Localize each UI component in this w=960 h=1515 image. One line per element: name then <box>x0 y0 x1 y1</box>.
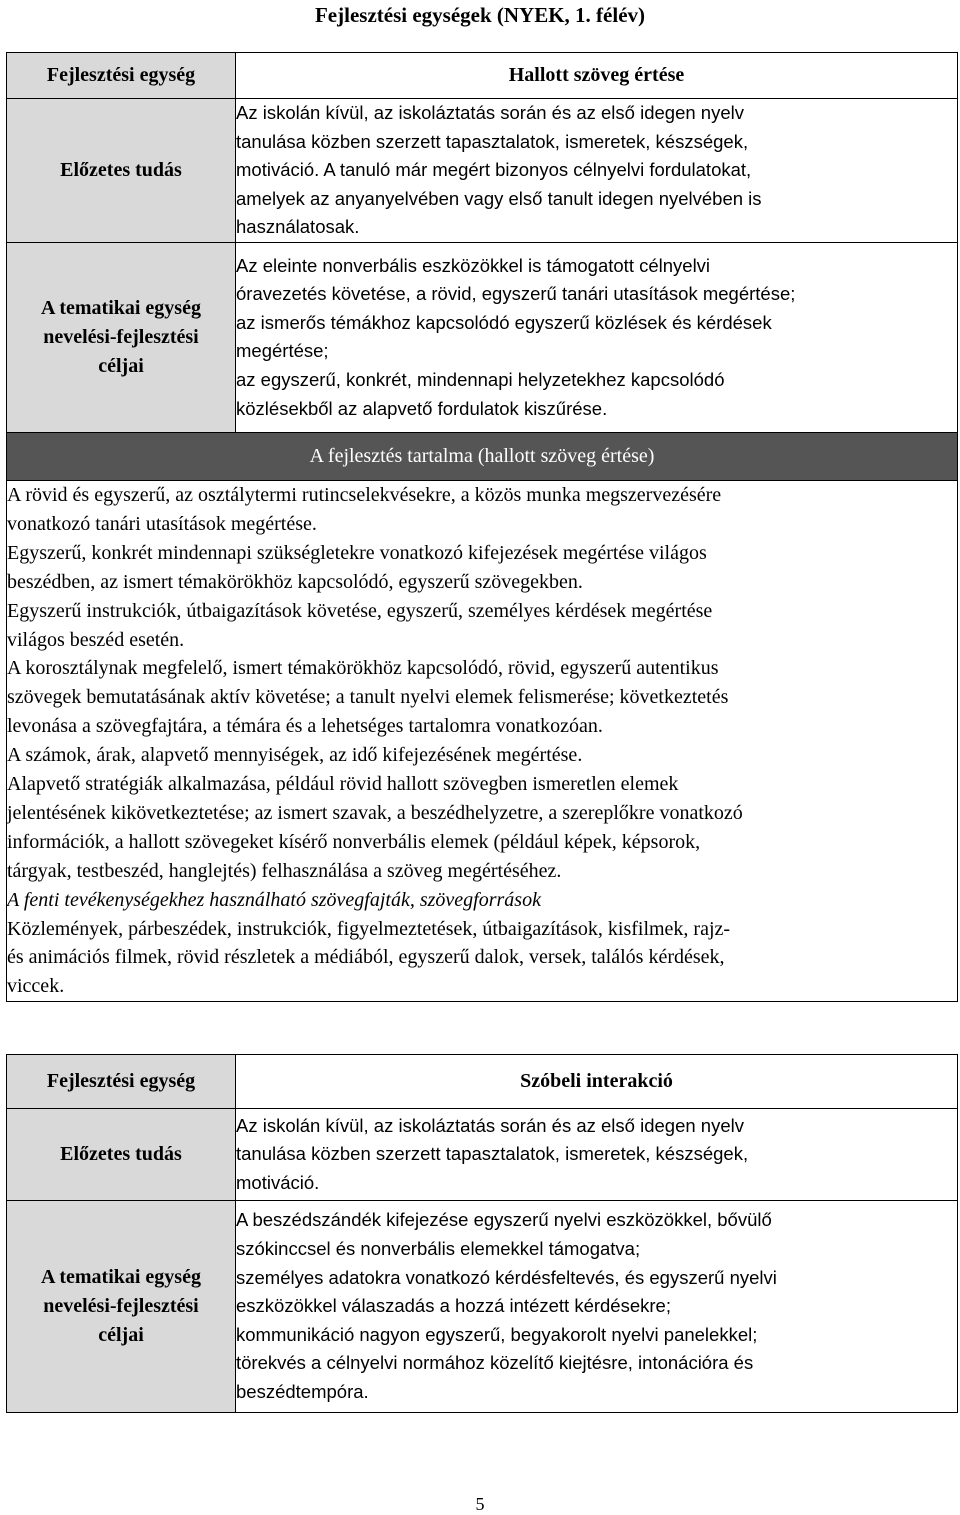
label-goals: A tematikai egység nevelési-fejlesztési céljai <box>7 242 236 432</box>
text-line: törekvés a célnyelvi normához közelítő kiejtésre, intonációra és <box>236 1352 754 1374</box>
goals-text <box>236 242 958 432</box>
text-line: beszédtempóra. <box>236 1380 369 1402</box>
label-prior-knowledge: Előzetes tudás <box>7 99 236 243</box>
text-line: Közlemények, párbeszédek, instrukciók, figyelmeztetések, útbaigazítások, kisfilmek, rajz- <box>7 917 731 940</box>
text-line: motiváció. <box>236 1171 320 1193</box>
text-line: tanulása közben szerzett tapasztalatok, ismeretek, készségek, <box>236 1143 749 1165</box>
text-line: A beszédszándék kifejezése egyszerű nyelvi eszközökkel, bővülő <box>236 1209 772 1231</box>
text-line: információk, a hallott szövegeket kísérő nonverbális elemek (például képek, képsorok, <box>7 830 701 853</box>
content-header: A fejlesztés tartalma (hallott szöveg értése) <box>7 432 958 480</box>
text-line: viccek. <box>7 975 65 998</box>
prior-knowledge-text <box>236 1109 958 1201</box>
content-body <box>7 480 958 1001</box>
development-unit-table-1 <box>6 52 958 1002</box>
unit-name: Szóbeli interakció <box>236 1055 958 1109</box>
goals-text <box>236 1201 958 1413</box>
text-line: A rövid és egyszerű, az osztálytermi rutincselekvésekre, a közös munka megszervezésére <box>7 483 722 506</box>
text-line: szókinccsel és nonverbális elemekkel támogatva; <box>236 1238 641 1260</box>
text-line: Egyszerű instrukciók, útbaigazítások követése, egyszerű, személyes kérdések megértése <box>7 599 713 622</box>
development-unit-table-2 <box>6 1054 958 1413</box>
text-line: Egyszerű, konkrét mindennapi szükségletekre vonatkozó kifejezések megértése világos <box>7 541 707 564</box>
text-line: világos beszéd esetén. <box>7 628 185 651</box>
text-line: jelentésének kikövetkeztetése; az ismert szavak, a beszédhelyzetre, a szereplőkre vonatkozó <box>7 801 743 824</box>
text-line: tárgyak, testbeszéd, hanglejtés) felhasználása a szöveg megértéséhez. <box>7 859 562 882</box>
text-line: az egyszerű, konkrét, mindennapi helyzetekhez kapcsolódó <box>236 369 725 391</box>
text-line: eszközökkel válaszadás a hozzá intézett kérdésekre; <box>236 1295 671 1317</box>
text-line: kommunikáció nagyon egyszerű, begyakorolt nyelvi panelekkel; <box>236 1323 758 1345</box>
unit-name: Hallott szöveg értése <box>236 53 958 99</box>
text-line: motiváció. A tanuló már megért bizonyos célnyelvi fordulatokat, <box>236 159 752 181</box>
text-line: Az eleinte nonverbális eszközökkel is támogatott célnyelvi <box>236 254 711 276</box>
text-line: Az iskolán kívül, az iskoláztatás során és az első idegen nyelv <box>236 102 744 123</box>
label-development-unit: Fejlesztési egység <box>7 1055 236 1109</box>
text-line: közlésekből az alapvető fordulatok kiszűrése. <box>236 397 608 419</box>
text-line: tanulása közben szerzett tapasztalatok, ismeretek, készségek, <box>236 130 749 152</box>
prior-knowledge-text <box>236 99 958 243</box>
page-title: Fejlesztési egységek (NYEK, 1. félév) <box>314 3 646 27</box>
text-line: vonatkozó tanári utasítások megértése. <box>7 512 317 535</box>
text-types-heading: A fenti tevékenységekhez használható szövegfajták, szövegforrások <box>7 888 541 911</box>
label-goals: A tematikai egység nevelési-fejlesztési céljai <box>7 1201 236 1413</box>
text-line: megértése; <box>236 340 329 362</box>
text-line: A számok, árak, alapvető mennyiségek, az idő kifejezésének megértése. <box>7 744 583 767</box>
text-line: óravezetés követése, a rövid, egyszerű tanári utasítások megértése; <box>236 283 796 305</box>
text-line: használatosak. <box>236 216 360 238</box>
page-number: 5 <box>475 1494 485 1514</box>
text-line: személyes adatokra vonatkozó kérdésfeltevés, és egyszerű nyelvi <box>236 1266 777 1288</box>
label-development-unit: Fejlesztési egység <box>7 53 236 99</box>
text-line: szövegek bemutatásának aktív követése; a tanult nyelvi elemek felismerése; következtetés <box>7 686 729 709</box>
text-line: Az iskolán kívül, az iskoláztatás során és az első idegen nyelv <box>236 1114 744 1136</box>
text-line: beszédben, az ismert témakörökhöz kapcsolódó, egyszerű szövegekben. <box>7 570 583 593</box>
text-line: amelyek az anyanyelvében vagy első tanult idegen nyelvében is <box>236 187 762 209</box>
text-line: A korosztálynak megfelelő, ismert témakörökhöz kapcsolódó, rövid, egyszerű autentikus <box>7 657 719 680</box>
text-line: Alapvető stratégiák alkalmazása, például rövid hallott szövegben ismeretlen elemek <box>7 773 679 796</box>
label-prior-knowledge: Előzetes tudás <box>7 1109 236 1201</box>
text-line: levonása a szövegfajtára, a témára és a lehetséges tartalomra vonatkozóan. <box>7 715 603 738</box>
text-line: az ismerős témákhoz kapcsolódó egyszerű közlések és kérdések <box>236 311 772 333</box>
text-line: és animációs filmek, rövid részletek a médiából, egyszerű dalok, versek, találós kérdések, <box>7 946 725 969</box>
